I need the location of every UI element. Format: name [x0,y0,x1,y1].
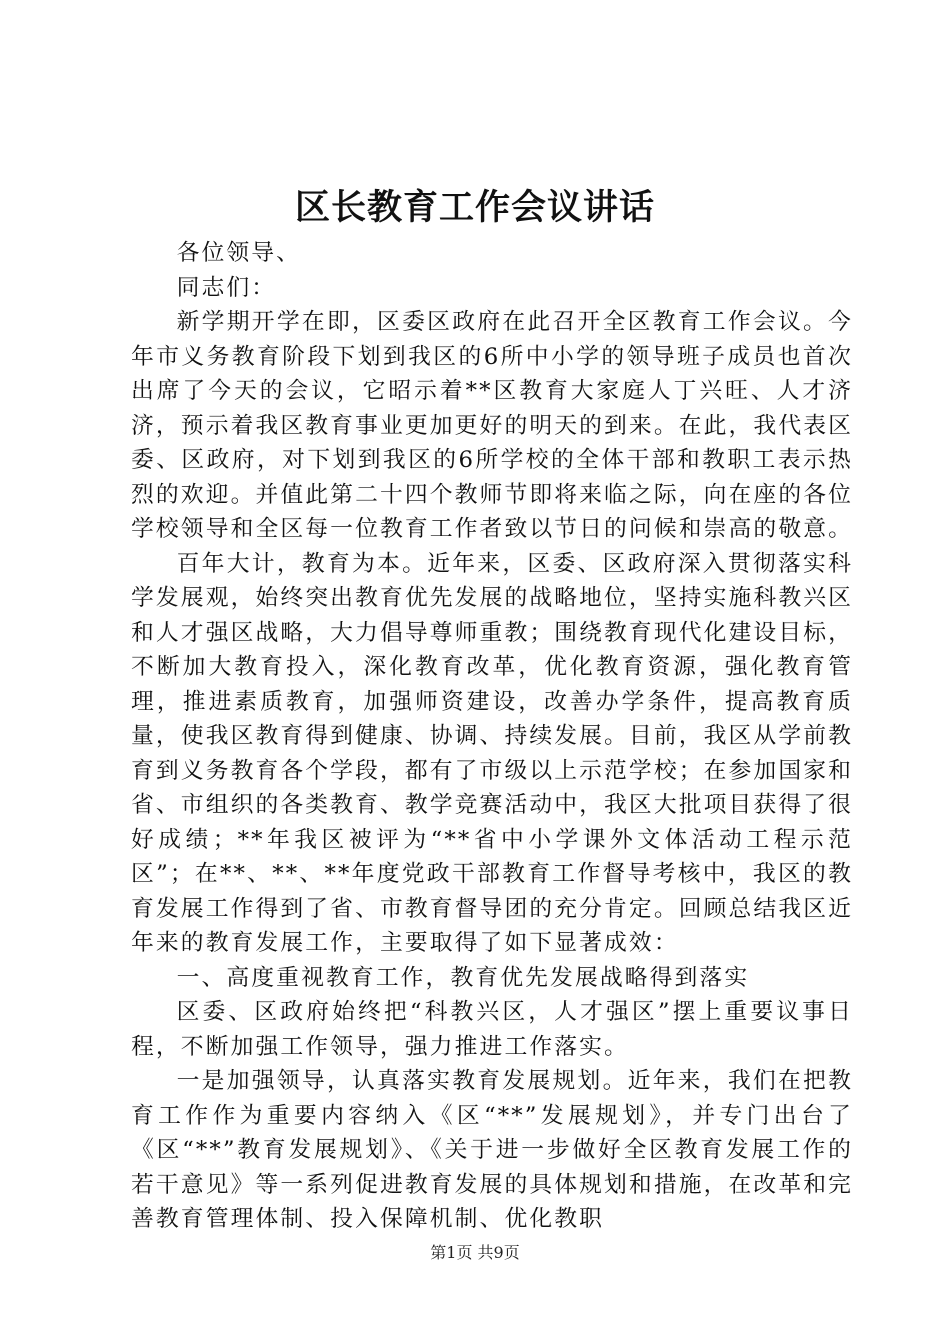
body-paragraph: 一是加强领导，认真落实教育发展规划。近年来，我们在把教育工作作为重要内容纳入《区“**”发展规划》，并专门出台了《区“**”教育发展规划》、《关于进一步做好全区教育发展工作的若干意见》等一系列促进教育发展的具体规划和措施，在改革和完善教育管理体制、投入保障机制、优化教职 [131,1068,854,1232]
body-paragraph: 区委、区政府始终把“科教兴区，人才强区”摆上重要议事日程，不断加强工作领导，强力推进工作落实。 [131,999,853,1060]
body-paragraph: 百年大计，教育为本。近年来，区委、区政府深入贯彻落实科学发展观，始终突出教育优先发展的战略地位，坚持实施科教兴区和人才强区战略，大力倡导尊师重教；围绕教育现代化建设目标，不断加大教育投入，深化教育改革，优化教育资源，强化教育管理，推进素质教育，加强师资建设，改善办学条件，提高教育质量，使我区教育得到健康、协调、持续发展。目前，我区从学前教育到义务教育各个学段，都有了市级以上示范学校；在参加国家和省、市组织的各类教育、教学竞赛活动中，我区大批项目获得了很好成绩；**年我区被评为“**省中小学课外文体活动工程示范区”；在**、**、**年度党政干部教育工作督导考核中，我区的教育发展工作得到了省、市教育督导团的充分肯定。回顾总结我区近年来的教育发展工作，主要取得了如下显著成效： [131,550,854,956]
salutation-line: 各位领导、 [176,240,302,266]
document-title: 区长教育工作会议讲话 [294,187,655,228]
document-body [131,236,853,1237]
page-number: 第1页 共9页 [430,1243,520,1262]
salutation-line: 同志们： [176,274,277,301]
body-paragraph: 新学期开学在即，区委区政府在此召开全区教育工作会议。今年市义务教育阶段下划到我区的6所中小学的领导班子成员也首次出席了今天的会议，它昭示着**区教育大家庭人丁兴旺、人才济济，预示着我区教育事业更加更好的明天的到来。在此，我代表区委、区政府，对下划到我区的6所学校的全体干部和教职工表示热烈的欢迎。并值此第二十四个教师节即将来临之际，向在座的各位学校领导和全区每一位教育工作者致以节日的问候和崇高的敬意。 [131,309,854,542]
section-heading: 一、高度重视教育工作，教育优先发展战略得到落实 [176,964,750,991]
